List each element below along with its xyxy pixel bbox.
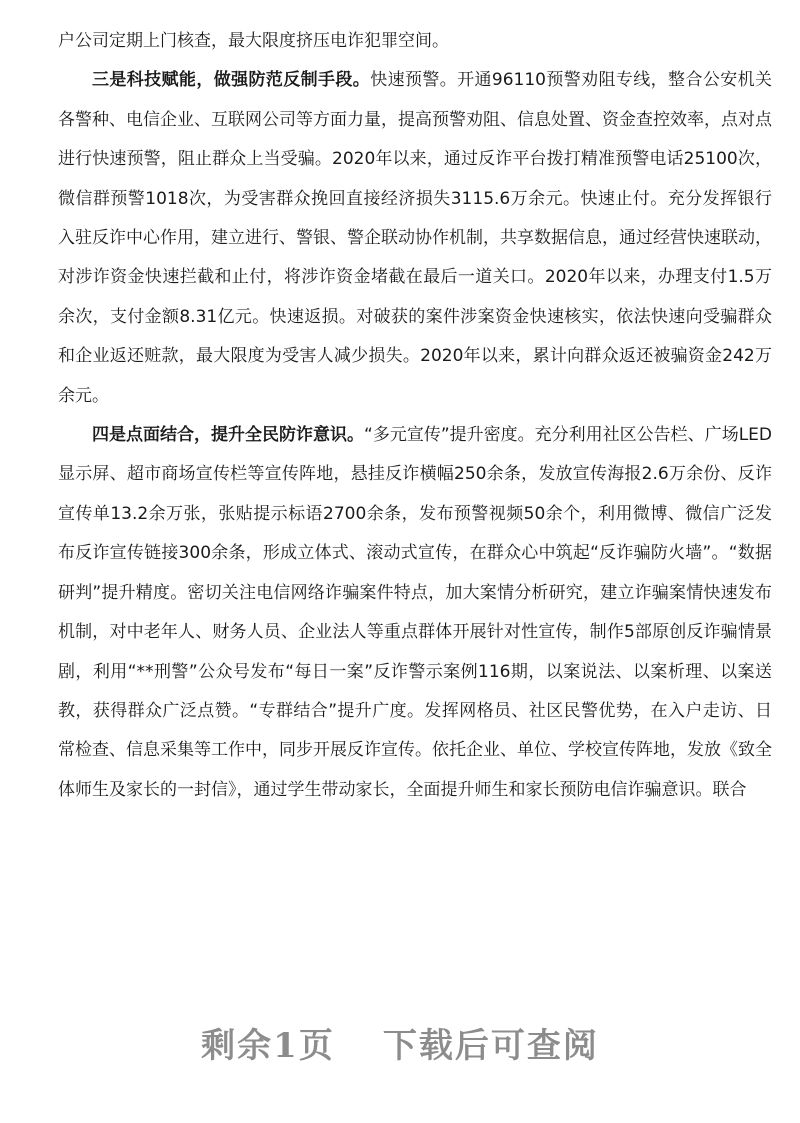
paragraph-text: “多元宣传”提升密度。充分利用社区公告栏、广场LED显示屏、超市商场宣传栏等宣传阵地，悬挂反诈横幅250余条，发放宣传海报2.6万余份、反诈宣传单13.2余万张，张贴提示标语2700余条，发布预警视频50余个，利用微博、微信广泛发布反诈宣传链接300余条，形成立体式、滚动式宣传，在群众心中筑起“反诈骗防火墙”。“数据研判”提升精度。密切关注电信网络诈骗案件特点，加大案情分析研究，建立诈骗案情快速发布机制，对中老年人、财务人员、企业法人等重点群体开展针对性宣传，制作5部原创反诈骗情景剧，利用“**刑警”公众号发布“每日一案”反诈警示案例116期，以案说法、以案析理、以案送教，获得群众广泛点赞。“专群结合”提升广度。发挥网格员、社区民警优势，在入户走访、日常检查、信息采集等工作中，同步开展反诈宣传。依托企业、单位、学校宣传阵地，发放《致全体师生及家长的一封信》，通过学生带动家长，全面提升师生和家长预防电信诈骗意识。联合	[58, 425, 772, 800]
paragraph-text: 户公司定期上门核查，最大限度挤压电诈犯罪空间。	[58, 31, 449, 51]
download-to-view-label: 下载后可查阅	[382, 1026, 599, 1066]
paragraph-3	[58, 416, 772, 810]
document-body	[58, 22, 772, 810]
paragraph-lead: 四是点面结合，提升全民防诈意识。	[92, 425, 365, 446]
paragraph-1	[58, 22, 772, 61]
paragraph-text: 快速预警。开通96110预警劝阻专线，整合公安机关各警种、电信企业、互联网公司等方面力量，提高预警劝阻、信息处置、资金查控效率，点对点进行快速预警，阻止群众上当受骗。2020年以来，通过反诈平台拨打精准预警电话25100次，微信群预警1018次，为受害群众挽回直接经济损失3115.6万余元。快速止付。充分发挥银行入驻反诈中心作用，建立进行、警银、警企联动协作机制，共享数据信息，通过经营快速联动，对涉诈资金快速拦截和止付，将涉诈资金堵截在最后一道关口。2020年以来，办理支付1.5万余次，支付金额8.31亿元。快速返损。对破获的案件涉案资金快速核实，依法快速向受骗群众和企业返还赃款，最大限度为受害人减少损失。2020年以来，累计向群众返还被骗资金242万余元。	[58, 70, 772, 406]
paragraph-lead: 三是科技赋能，做强防范反制手段。	[92, 70, 371, 91]
remaining-pages-label: 剩余1页	[201, 1026, 335, 1066]
download-prompt[interactable]	[0, 1018, 800, 1067]
paragraph-2	[58, 61, 772, 416]
